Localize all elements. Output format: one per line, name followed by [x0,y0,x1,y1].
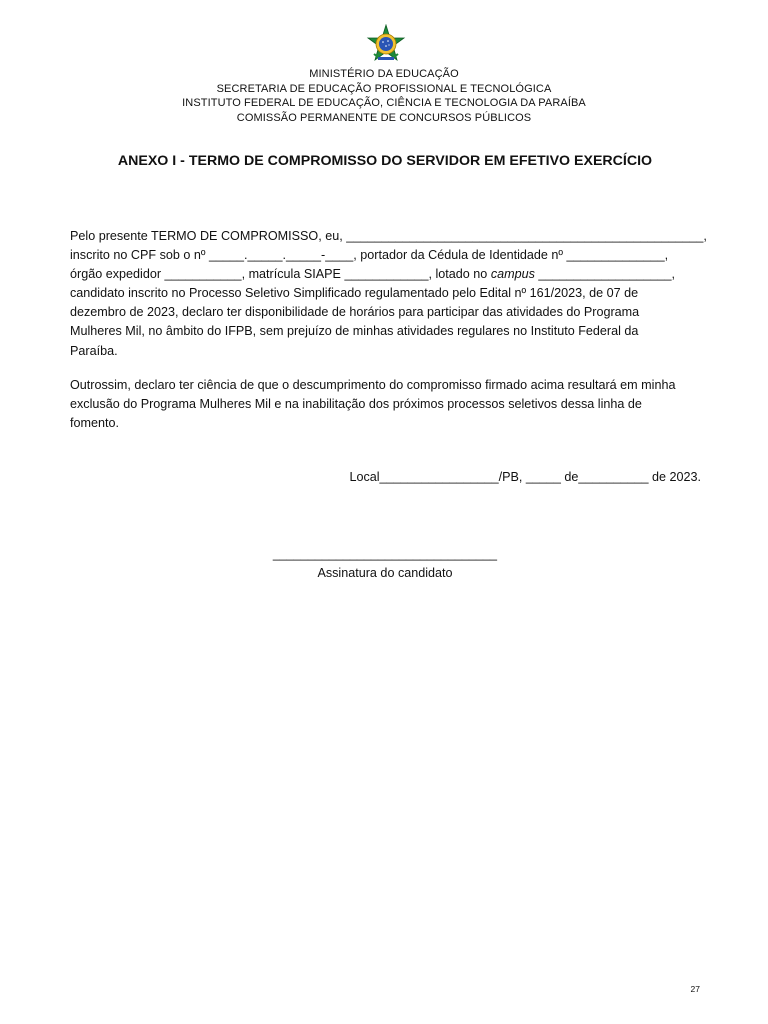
paragraph-line: fomento. [70,416,120,431]
header-line-secretariat: SECRETARIA DE EDUCAÇÃO PROFISSIONAL E TECNOLÓGICA [216,82,552,95]
paragraph-line: candidato inscrito no Processo Seletivo Simplificado regulamentado pelo Edital nº 161/2023, de 07 de [70,286,639,301]
paragraph-line: Paraíba. [70,343,118,358]
coat-of-arms-logo [366,24,406,64]
declaration-paragraph [70,376,701,433]
header-line-institute: INSTITUTO FEDERAL DE EDUCAÇÃO, CIÊNCIA E TECNOLOGIA DA PARAÍBA [182,97,586,110]
header-line-ministry: MINISTÉRIO DA EDUCAÇÃO [309,68,459,80]
paragraph-line: exclusão do Programa Mulheres Mil e na inabilitação dos próximos processos seletivos dessa linha de [70,397,642,412]
signature-line: ________________________________ [272,547,498,561]
header-line-commission: COMISSÃO PERMANENTE DE CONCURSOS PÚBLICOS [236,111,532,124]
paragraph-line: inscrito no CPF sob o nº _____._____._____-____, portador da Cédula de Identidade nº ______________, [70,248,669,263]
paragraph-line: Outrossim, declaro ter ciência de que o descumprimento do compromisso firmado acima resultará em minha [70,378,676,392]
signature-label: Assinatura do candidato [317,566,453,580]
page-number: 27 [690,984,700,994]
paragraph-line: dezembro de 2023, declaro ter disponibilidade de horários para participar das atividades do Programa [70,305,640,320]
paragraph-line: Pelo presente TERMO DE COMPROMISSO, eu, ___________________________________________________, [70,229,707,243]
paragraph-line: Mulheres Mil, no âmbito do IFPB, sem prejuízo de minhas atividades regulares no Instituto Federal da [70,324,639,339]
campus-italic: campus [490,267,535,282]
paragraph-line: órgão expedidor ___________, matrícula SIAPE ____________, lotado no campus ___________________, [70,267,676,282]
place-date-line: Local_________________/PB, _____ de__________ de 2023. [349,470,701,484]
commitment-paragraph [70,227,707,361]
institution-header [0,67,768,125]
document-title: ANEXO I - TERMO DE COMPROMISSO DO SERVIDOR EM EFETIVO EXERCÍCIO [117,153,653,169]
